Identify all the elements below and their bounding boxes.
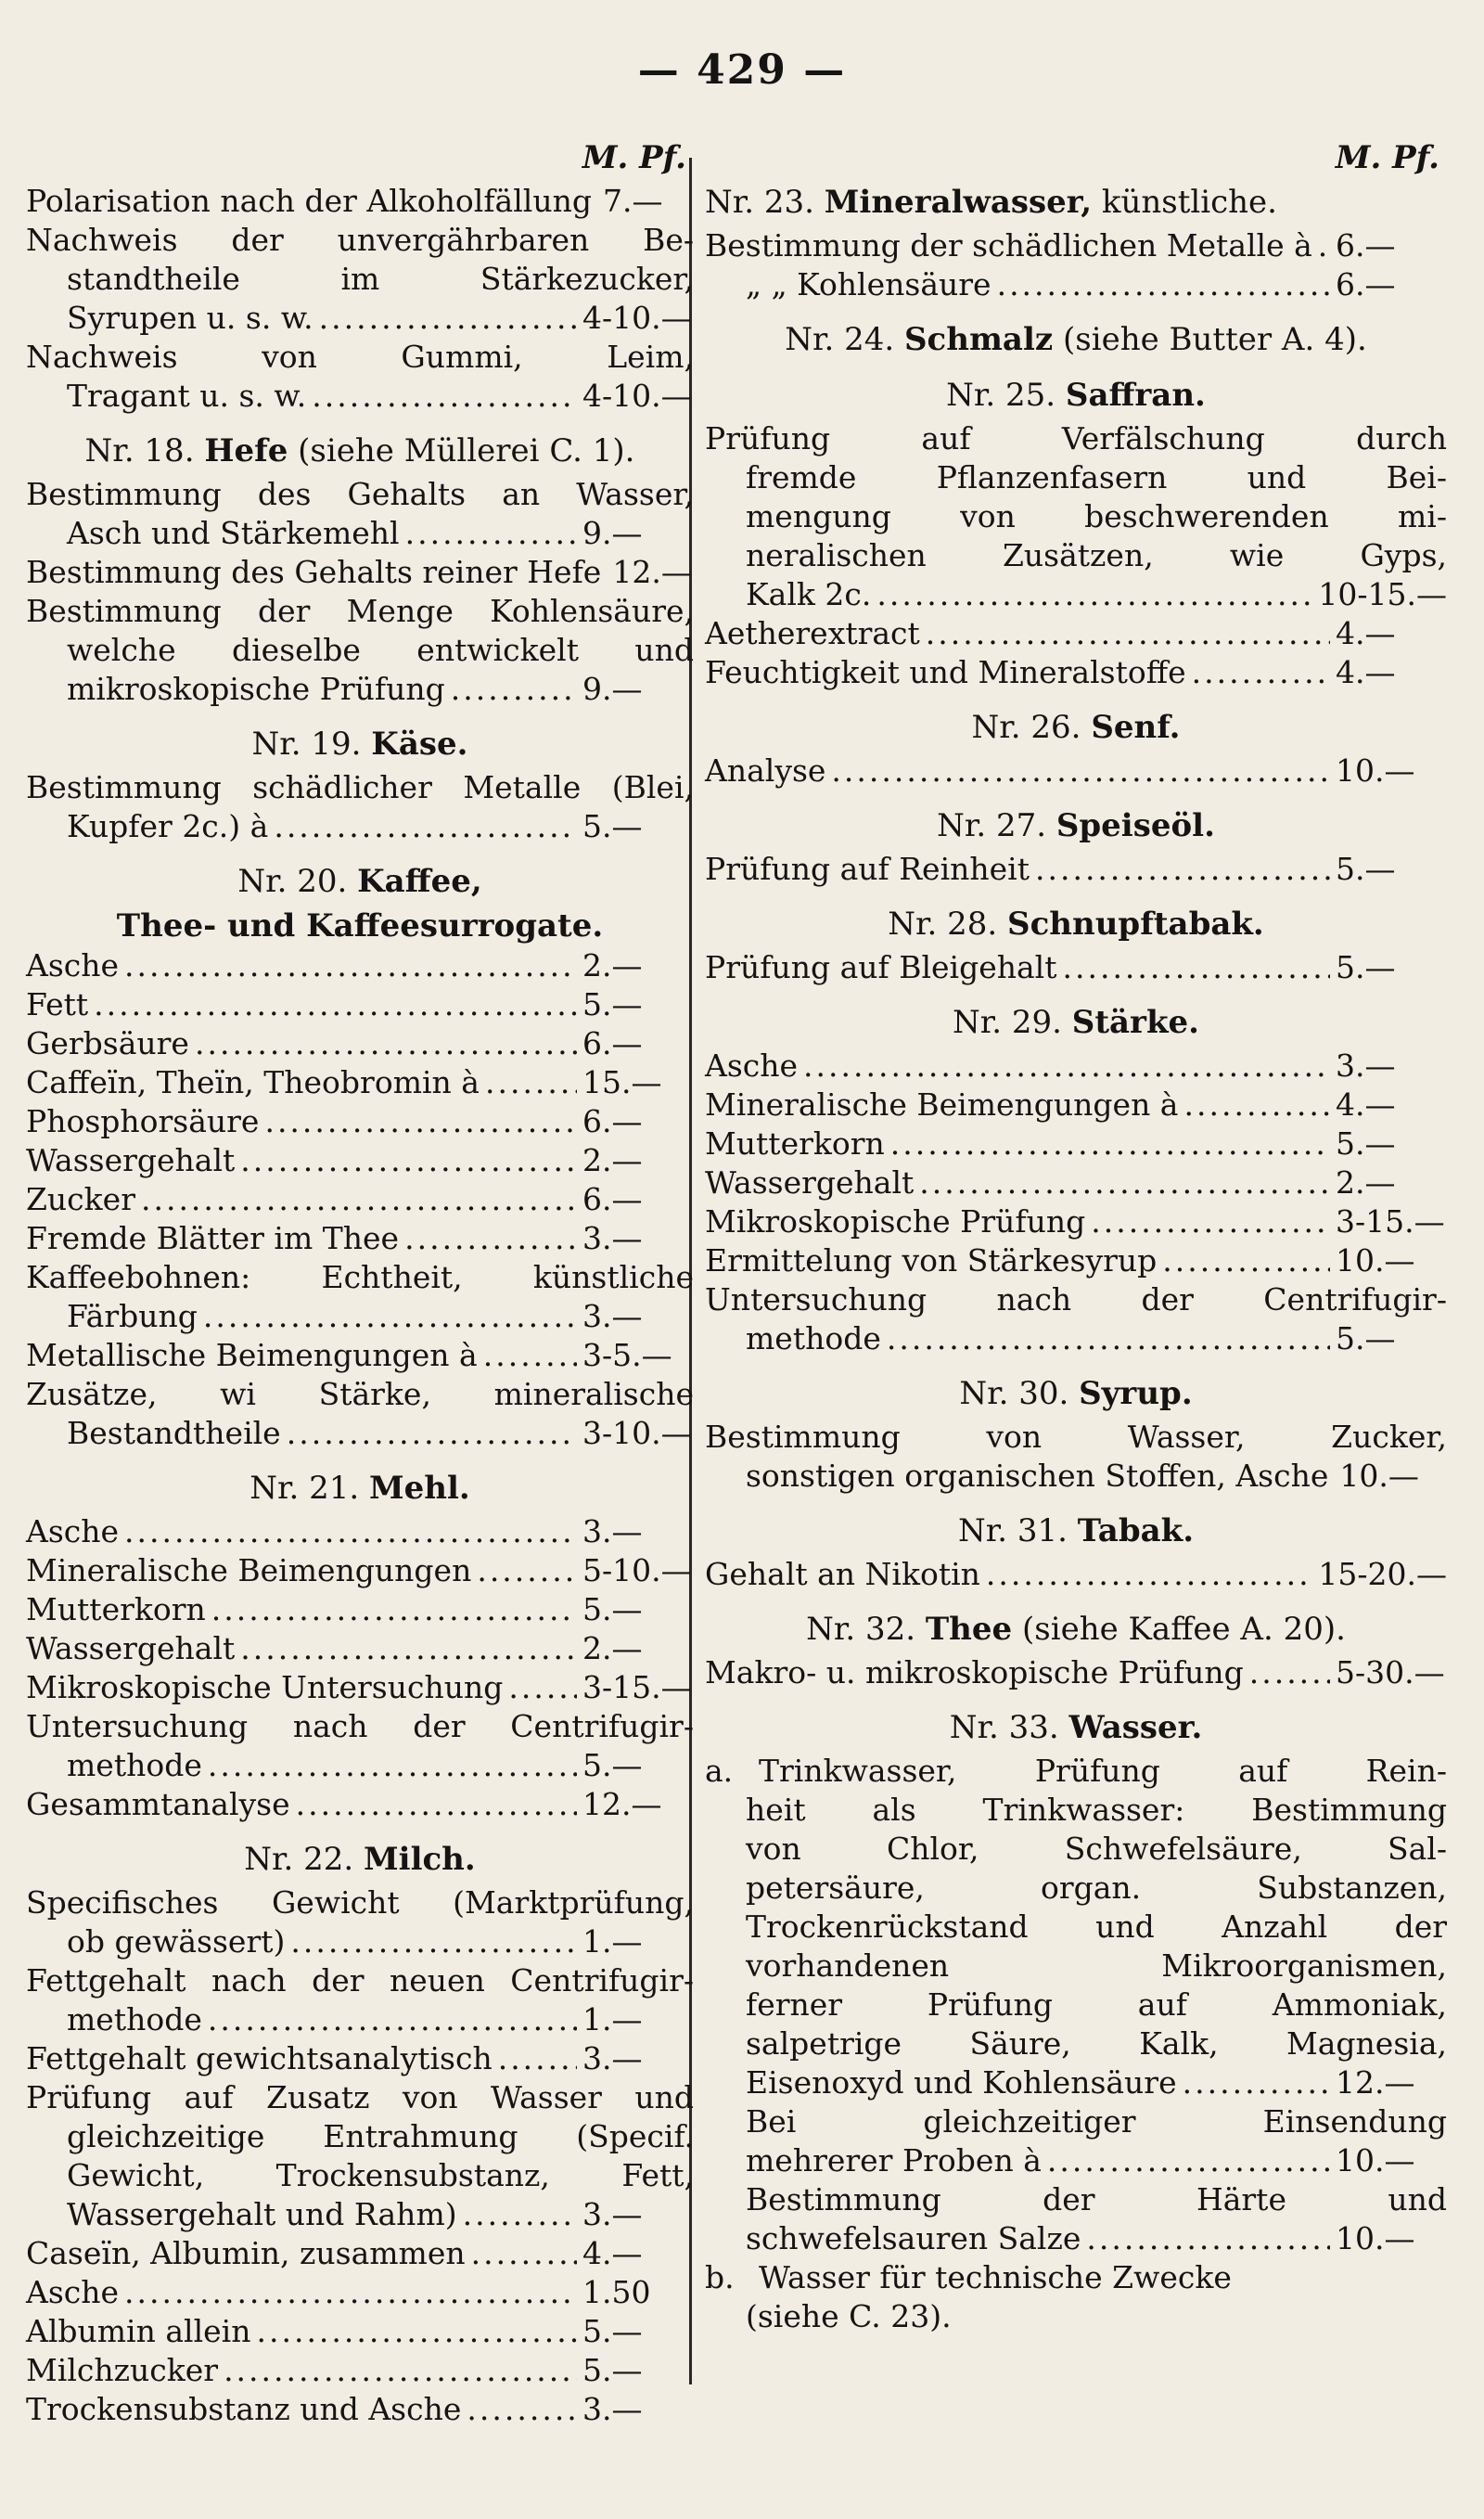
price-entry: Asche ..... 3.— <box>26 1512 694 1551</box>
entry-line: gleichzeitige Entrahmung (Specif. <box>67 2118 694 2154</box>
section-heading: Nr. 31. Tabak. <box>957 1512 1195 1549</box>
price-entry: Fremde Blätter im Thee ..... 3.— <box>26 1219 694 1258</box>
price-entry: Gerbsäure ..... 6.— <box>26 1024 694 1063</box>
price-entry: Zucker ..... 6.— <box>26 1180 694 1219</box>
price-entry: Fett ..... 5.— <box>26 985 694 1024</box>
price-entry: Mutterkorn ..... 5.— <box>705 1125 1447 1163</box>
entry-line: Gewicht, Trockensubstanz, Fett, <box>67 2157 694 2193</box>
price-entry: Polarisation nach der Alkoholfällung 7.— <box>26 183 663 219</box>
price-entry: schwefelsauren Salze ..... 10.— <box>705 2219 1447 2258</box>
section-heading: Nr. 20. Kaffee, <box>237 863 482 900</box>
currency-header: M. Pf. <box>1335 139 1439 176</box>
price-entry: Eisenoxyd und Kohlensäure ..... 12.— <box>705 2063 1447 2102</box>
price-entry: „ „ Kohlensäure ..... 6.— <box>705 265 1447 304</box>
section-heading: Nr. 23. Mineralwasser, künstliche. <box>705 184 1277 221</box>
price-entry: Bestimmung des Gehalts reiner Hefe 12.— <box>26 554 692 590</box>
price-entry: mehrerer Proben à ..... 10.— <box>705 2141 1447 2180</box>
entry-line: Untersuchung nach der Centrifugir- <box>26 1708 694 1744</box>
price-entry: Albumin allein ..... 5.— <box>26 2312 694 2351</box>
entry-line: ferner Prüfung auf Ammoniak, <box>746 1986 1447 2023</box>
entry-line: von Chlor, Schwefelsäure, Sal- <box>746 1831 1447 1867</box>
price-entry: Färbung ..... 3.— <box>26 1297 694 1336</box>
section-heading: Nr. 30. Syrup. <box>959 1375 1193 1412</box>
price-entry: methode ..... 5.— <box>705 1319 1447 1358</box>
entry-line: a. Trinkwasser, Prüfung auf Rein- <box>705 1753 1447 1789</box>
price-entry: Mineralische Beimengungen ..... 5-10.— <box>26 1551 694 1590</box>
entry-line: mengung von beschwerenden mi- <box>746 498 1447 534</box>
price-entry: Wassergehalt ..... 2.— <box>705 1163 1447 1202</box>
entry-line: (siehe C. 23). <box>746 2298 952 2334</box>
price-entry: Prüfung auf Reinheit ..... 5.— <box>705 850 1447 889</box>
price-entry: Mikroskopische Prüfung ..... 3-15.— <box>705 1202 1447 1241</box>
section-subheading: Thee- und Kaffeesurrogate. <box>116 907 604 945</box>
price-entry: Trockensubstanz und Asche ..... 3.— <box>26 2390 694 2429</box>
price-entry: Feuchtigkeit und Mineralstoffe ..... 4.— <box>705 653 1447 692</box>
price-entry: Syrupen u. s. w. ..... 4-10.— <box>26 299 694 338</box>
entry-line: Bestimmung schädlicher Metalle (Blei, <box>26 769 694 805</box>
entry-line: Bei gleichzeitiger Einsendung <box>746 2103 1447 2140</box>
entry-line: standtheile im Stärkezucker, <box>67 261 694 297</box>
price-entry: Wassergehalt und Rahm) ..... 3.— <box>26 2195 694 2234</box>
entry-line: vorhandenen Mikroorganismen, <box>746 1947 1447 1984</box>
price-entry: Caseïn, Albumin, zusammen ..... 4.— <box>26 2234 694 2273</box>
entry-line: Bestimmung des Gehalts an Wasser, <box>26 476 694 512</box>
price-entry: Aetherextract ..... 4.— <box>705 614 1447 653</box>
entry-line: salpetrige Säure, Kalk, Magnesia, <box>746 2025 1447 2062</box>
entry-line: Nachweis von Gummi, Leim, <box>26 339 694 375</box>
currency-header: M. Pf. <box>582 139 686 176</box>
price-entry: Metallische Beimengungen à ..... 3-5.— <box>26 1336 694 1375</box>
section-heading: Nr. 26. Senf. <box>971 709 1181 746</box>
price-entry: Analyse ..... 10.— <box>705 752 1447 790</box>
price-entry: methode ..... 1.— <box>26 2000 694 2039</box>
price-entry: Wassergehalt ..... 2.— <box>26 1141 694 1180</box>
page-number: — 429 — <box>637 46 847 94</box>
price-entry: Bestimmung der schädlichen Metalle à ..... 6.— <box>705 226 1447 265</box>
milch-list <box>26 2234 694 2429</box>
entry-line: Untersuchung nach der Centrifugir- <box>705 1281 1447 1317</box>
entry-line: fremde Pflanzenfasern und Bei- <box>746 459 1447 495</box>
mehl-list <box>26 1512 694 1707</box>
price-entry: Asche ..... 1.50 <box>26 2273 694 2312</box>
price-entry: Asche ..... 2.— <box>26 946 694 985</box>
entry-line: welche dieselbe entwickelt und <box>67 632 694 668</box>
price-entry: Asche ..... 3.— <box>705 1047 1447 1086</box>
price-entry: Tragant u. s. w. ..... 4-10.— <box>26 377 694 416</box>
section-heading: Nr. 19. Käse. <box>251 726 468 763</box>
price-entry: Ermittelung von Stärkesyrup ..... 10.— <box>705 1241 1447 1280</box>
entry-line: heit als Trinkwasser: Bestimmung <box>746 1792 1447 1828</box>
price-entry: Gehalt an Nikotin ..... 15-20.— <box>705 1555 1447 1594</box>
section-heading: Nr. 22. Milch. <box>244 1841 476 1878</box>
section-heading: Nr. 24. Schmalz (siehe Butter A. 4). <box>785 321 1367 358</box>
left-column <box>26 139 694 2429</box>
price-entry: Bestandtheile ..... 3-10.— <box>26 1414 694 1453</box>
staerke-list <box>705 1047 1447 1280</box>
entry-line: b. Wasser für technische Zwecke <box>705 2259 1232 2295</box>
entry-line: petersäure, organ. Substanzen, <box>746 1870 1447 1906</box>
price-entry: ob gewässert) ..... 1.— <box>26 1922 694 1961</box>
price-entry: Gesammtanalyse ..... 12.— <box>26 1785 694 1824</box>
entry-line: Bestimmung der Menge Kohlensäure, <box>26 593 694 629</box>
price-entry: sonstigen organischen Stoffen, Asche 10.— <box>746 1458 1419 1494</box>
entry-line: neralischen Zusätzen, wie Gyps, <box>746 537 1447 573</box>
entry-line: Zusätze, wi Stärke, mineralische <box>26 1376 694 1412</box>
entry-line: Trockenrückstand und Anzahl der <box>746 1909 1447 1945</box>
price-entry: Asch und Stärkemehl ..... 9.— <box>26 514 694 553</box>
price-entry: Mutterkorn ..... 5.— <box>26 1590 694 1629</box>
entry-line: Prüfung auf Zusatz von Wasser und <box>26 2079 694 2115</box>
section-heading: Nr. 27. Speiseöl. <box>937 807 1215 844</box>
entry-line: Fettgehalt nach der neuen Centrifugir- <box>26 1962 694 1998</box>
section-heading: Nr. 28. Schnupftabak. <box>888 906 1264 943</box>
price-entry: Kupfer 2c.) à ..... 5.— <box>26 807 694 846</box>
entry-line: Bestimmung von Wasser, Zucker, <box>705 1419 1447 1455</box>
section-heading: Nr. 18. Hefe (siehe Müllerei C. 1). <box>84 432 635 469</box>
entry-line: Bestimmung der Härte und <box>746 2181 1447 2217</box>
price-entry: Milchzucker ..... 5.— <box>26 2351 694 2390</box>
price-entry: Phosphorsäure ..... 6.— <box>26 1102 694 1141</box>
right-column <box>705 139 1447 2336</box>
price-entry: Caffeïn, Theïn, Theobromin à ..... 15.— <box>26 1063 694 1102</box>
section-heading: Nr. 21. Mehl. <box>249 1470 470 1507</box>
price-entry: methode ..... 5.— <box>26 1746 694 1785</box>
price-entry: Kalk 2c. ..... 10-15.— <box>705 575 1447 614</box>
price-entry: Fettgehalt gewichtsanalytisch ..... 3.— <box>26 2039 694 2078</box>
entry-line: Prüfung auf Verfälschung durch <box>705 420 1447 456</box>
kaffee-list <box>26 946 694 1258</box>
section-heading: Nr. 33. Wasser. <box>949 1709 1203 1746</box>
entry-line: Nachweis der unvergährbaren Be- <box>26 222 694 258</box>
price-entry: Mineralische Beimengungen à ..... 4.— <box>705 1086 1447 1125</box>
price-entry: mikroskopische Prüfung ..... 9.— <box>26 670 694 709</box>
entry-line: Specifisches Gewicht (Marktprüfung, <box>26 1884 694 1921</box>
section-heading: Nr. 29. Stärke. <box>952 1004 1199 1041</box>
entry-line: Kaffeebohnen: Echtheit, künstliche <box>26 1259 694 1295</box>
price-entry: Wassergehalt ..... 2.— <box>26 1629 694 1668</box>
price-entry: Mikroskopische Untersuchung ..... 3-15.— <box>26 1668 694 1707</box>
price-entry: Makro- u. mikroskopische Prüfung ..... 5-30.— <box>705 1653 1447 1692</box>
section-heading: Nr. 32. Thee (siehe Kaffee A. 20). <box>806 1611 1346 1648</box>
price-entry: Prüfung auf Bleigehalt ..... 5.— <box>705 948 1447 987</box>
section-heading: Nr. 25. Saffran. <box>946 377 1206 414</box>
